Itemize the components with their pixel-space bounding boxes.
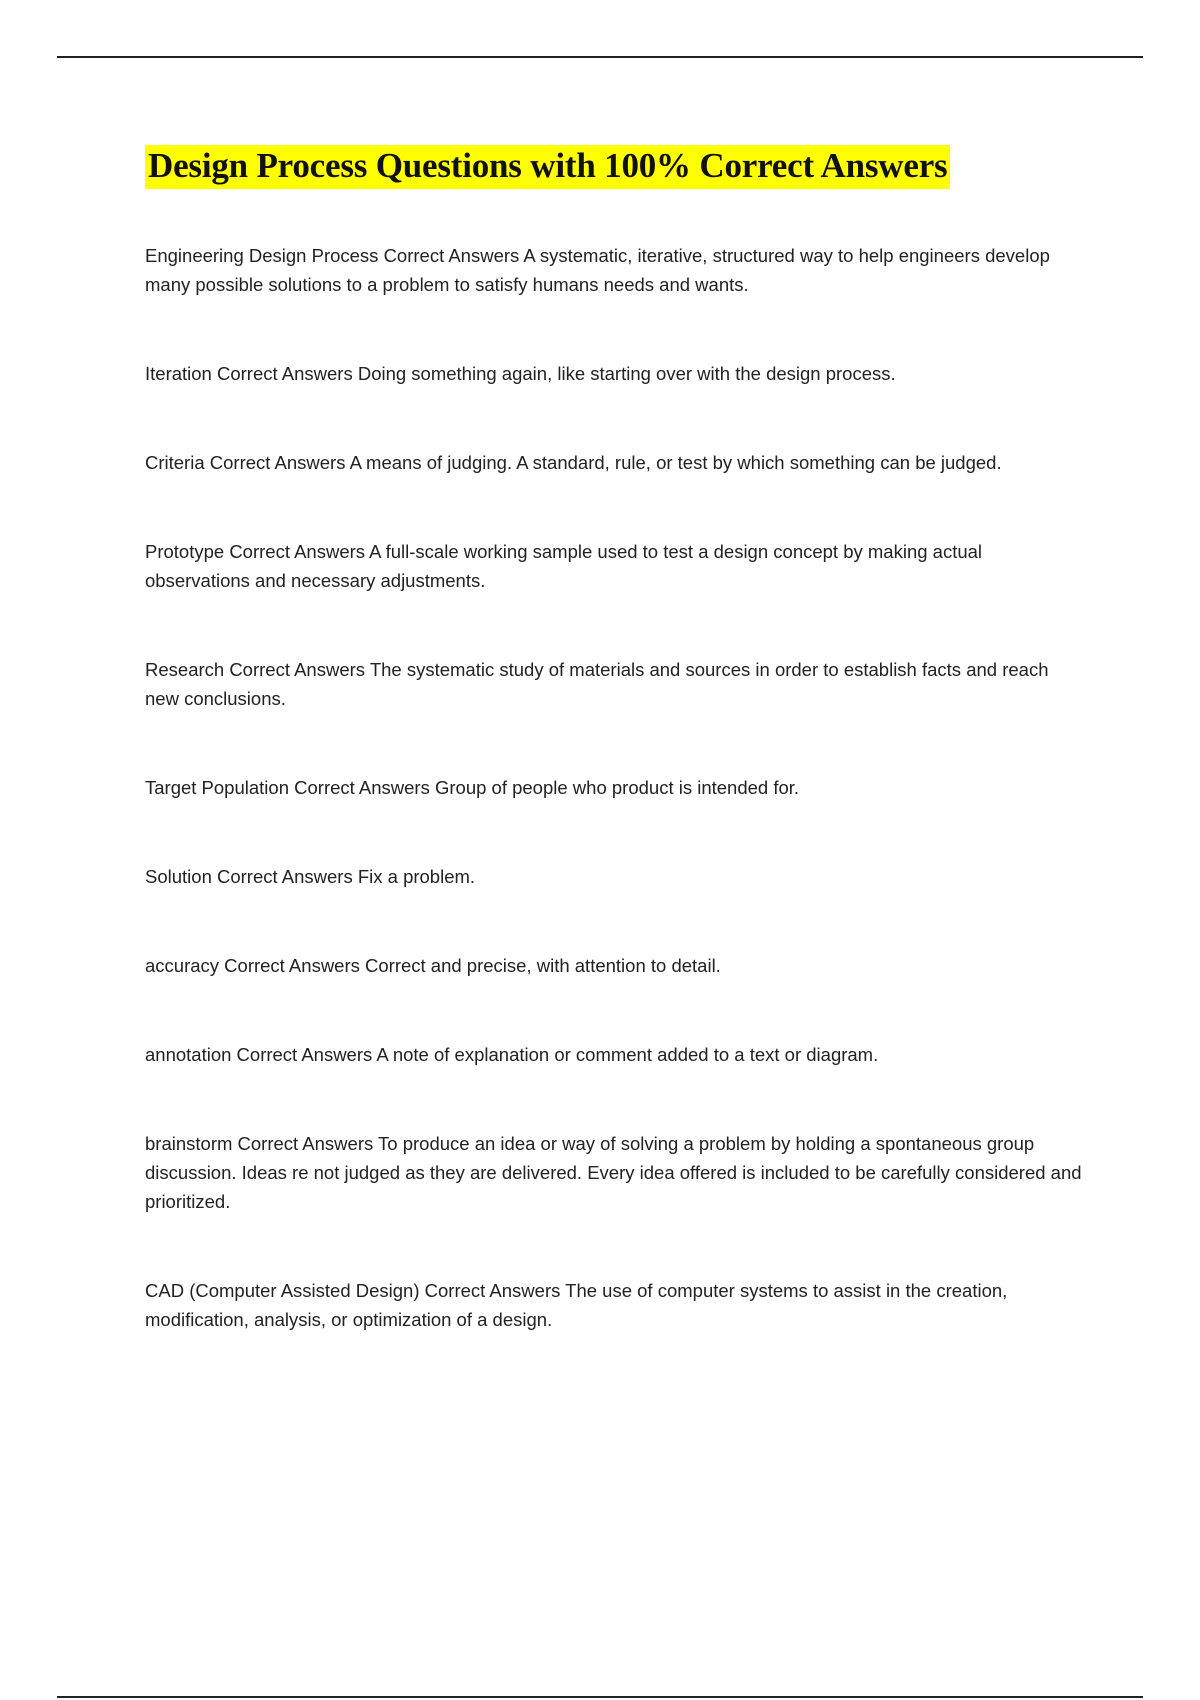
entry-iteration: Iteration Correct Answers Doing something again, like starting over with the design process. <box>145 363 896 384</box>
entry-research: Research Correct Answers The systematic study of materials and sources in order to establish facts and reach new conclusions. <box>145 659 1049 709</box>
top-divider <box>57 56 1143 58</box>
entry-engineering-design-process: Engineering Design Process Correct Answers A systematic, iterative, structured way to help engineers develop many possible solutions to a problem to satisfy humans needs and wants. <box>145 245 1050 295</box>
entry-prototype: Prototype Correct Answers A full-scale working sample used to test a design concept by making actual observations and necessary adjustments. <box>145 541 983 591</box>
entry-list <box>145 241 1085 1334</box>
bottom-divider <box>57 1696 1143 1698</box>
entry-criteria: Criteria Correct Answers A means of judging. A standard, rule, or test by which something can be judged. <box>145 452 1002 473</box>
document-title: Design Process Questions with 100% Correct Answers <box>145 145 950 189</box>
entry-solution: Solution Correct Answers Fix a problem. <box>145 866 476 887</box>
entry-accuracy: accuracy Correct Answers Correct and precise, with attention to detail. <box>145 955 721 976</box>
entry-annotation: annotation Correct Answers A note of explanation or comment added to a text or diagram. <box>145 1044 879 1065</box>
entry-cad: CAD (Computer Assisted Design) Correct Answers The use of computer systems to assist in the creation, modification, analysis, or optimization of a design. <box>145 1280 1008 1330</box>
entry-brainstorm: brainstorm Correct Answers To produce an idea or way of solving a problem by holding a spontaneous group discussion. Ideas re not judged as they are delivered. Every idea offered is included to be carefully considered and prioritized. <box>145 1133 1082 1212</box>
entry-target-population: Target Population Correct Answers Group of people who product is intended for. <box>145 777 800 798</box>
document-body <box>145 145 1085 1394</box>
